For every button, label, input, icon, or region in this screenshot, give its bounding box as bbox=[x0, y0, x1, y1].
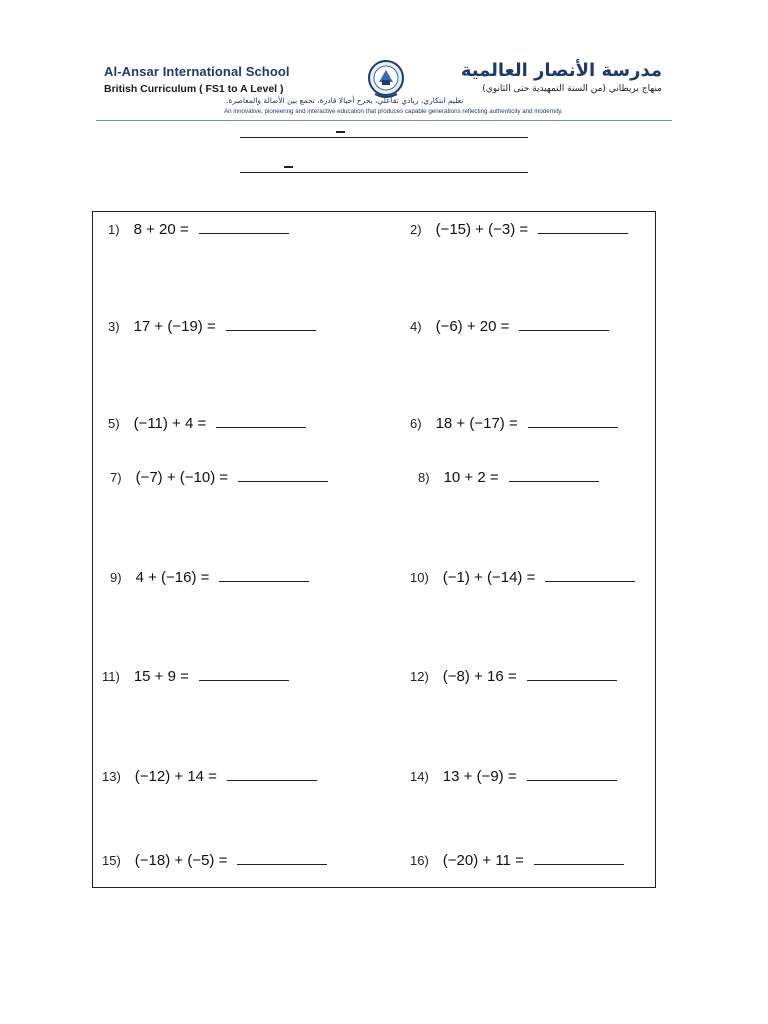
answer-blank[interactable] bbox=[527, 767, 617, 781]
problem-13 bbox=[102, 767, 317, 785]
problem-expression: 15 + 9 = bbox=[133, 668, 189, 685]
problem-number: 8) bbox=[418, 470, 430, 485]
problem-number: 2) bbox=[410, 222, 422, 237]
problem-11 bbox=[102, 667, 289, 685]
answer-blank[interactable] bbox=[226, 317, 316, 331]
name-line[interactable] bbox=[240, 137, 528, 138]
problem-expression: (−6) + 20 = bbox=[435, 318, 510, 335]
problem-expression: 4 + (−16) = bbox=[135, 569, 210, 586]
problem-number: 13) bbox=[102, 769, 121, 784]
problem-12 bbox=[410, 667, 617, 685]
problem-number: 7) bbox=[110, 470, 122, 485]
answer-blank[interactable] bbox=[528, 414, 618, 428]
problem-number: 11) bbox=[102, 669, 120, 684]
problem-2 bbox=[410, 220, 628, 238]
problem-expression: 18 + (−17) = bbox=[435, 415, 518, 432]
problem-expression: (−12) + 14 = bbox=[134, 768, 217, 785]
problem-10 bbox=[410, 568, 635, 586]
school-name-ar: مدرسة الأنصار العالمية bbox=[460, 60, 662, 81]
curriculum-ar: منهاج بريطاني (من السنة التمهيدية حتى الثانوي) bbox=[482, 84, 662, 94]
problem-4 bbox=[410, 317, 609, 335]
answer-blank[interactable] bbox=[238, 468, 328, 482]
answer-blank[interactable] bbox=[538, 220, 628, 234]
answer-blank[interactable] bbox=[227, 767, 317, 781]
line-dash bbox=[336, 131, 345, 133]
problem-expression: (−15) + (−3) = bbox=[435, 221, 529, 238]
answer-blank[interactable] bbox=[519, 317, 609, 331]
problem-15 bbox=[102, 851, 327, 869]
problem-number: 14) bbox=[410, 769, 429, 784]
school-header bbox=[96, 58, 672, 121]
problem-8 bbox=[418, 468, 599, 486]
problem-1 bbox=[108, 220, 289, 238]
school-name-en: Al-Ansar International School bbox=[104, 64, 290, 79]
problem-number: 15) bbox=[102, 853, 121, 868]
answer-blank[interactable] bbox=[534, 851, 624, 865]
curriculum-en: British Curriculum ( FS1 to A Level ) bbox=[104, 83, 284, 95]
slogan-en: An innovative, pioneering and interactive education that produces capable generations reflecting authenticity and modernity. bbox=[224, 108, 563, 115]
problem-14 bbox=[410, 767, 617, 785]
problem-number: 9) bbox=[110, 570, 122, 585]
problem-number: 16) bbox=[410, 853, 429, 868]
answer-blank[interactable] bbox=[199, 220, 289, 234]
problem-expression: 13 + (−9) = bbox=[442, 768, 517, 785]
answer-blank[interactable] bbox=[237, 851, 327, 865]
problem-expression: 10 + 2 = bbox=[443, 469, 499, 486]
answer-blank[interactable] bbox=[199, 667, 289, 681]
answer-blank[interactable] bbox=[545, 568, 635, 582]
problem-expression: (−8) + 16 = bbox=[442, 668, 517, 685]
problem-number: 3) bbox=[108, 319, 120, 334]
problem-7 bbox=[110, 468, 328, 486]
problem-3 bbox=[108, 317, 316, 335]
date-line[interactable] bbox=[240, 172, 528, 173]
problem-5 bbox=[108, 414, 306, 432]
problems-box bbox=[92, 211, 656, 888]
problem-number: 1) bbox=[108, 222, 120, 237]
problem-9 bbox=[110, 568, 309, 586]
line-dash bbox=[284, 166, 293, 168]
problem-number: 6) bbox=[410, 416, 422, 431]
problem-expression: (−18) + (−5) = bbox=[134, 852, 228, 869]
problem-6 bbox=[410, 414, 618, 432]
slogan-ar: تعليم ابتكاري، ريادي تفاعلي، يخرج أجيالا قادرة، تجمع بين الأصالة والمعاصرة. bbox=[226, 96, 464, 105]
problem-number: 10) bbox=[410, 570, 429, 585]
problem-expression: (−1) + (−14) = bbox=[442, 569, 536, 586]
answer-blank[interactable] bbox=[527, 667, 617, 681]
answer-blank[interactable] bbox=[509, 468, 599, 482]
answer-blank[interactable] bbox=[219, 568, 309, 582]
problem-16 bbox=[410, 851, 624, 869]
problem-number: 5) bbox=[108, 416, 120, 431]
problem-expression: (−7) + (−10) = bbox=[135, 469, 229, 486]
problem-expression: 8 + 20 = bbox=[133, 221, 189, 238]
problem-expression: (−11) + 4 = bbox=[133, 415, 207, 432]
answer-blank[interactable] bbox=[216, 414, 306, 428]
problem-expression: (−20) + 11 = bbox=[442, 852, 524, 869]
problem-number: 12) bbox=[410, 669, 429, 684]
problem-expression: 17 + (−19) = bbox=[133, 318, 216, 335]
problem-number: 4) bbox=[410, 319, 422, 334]
